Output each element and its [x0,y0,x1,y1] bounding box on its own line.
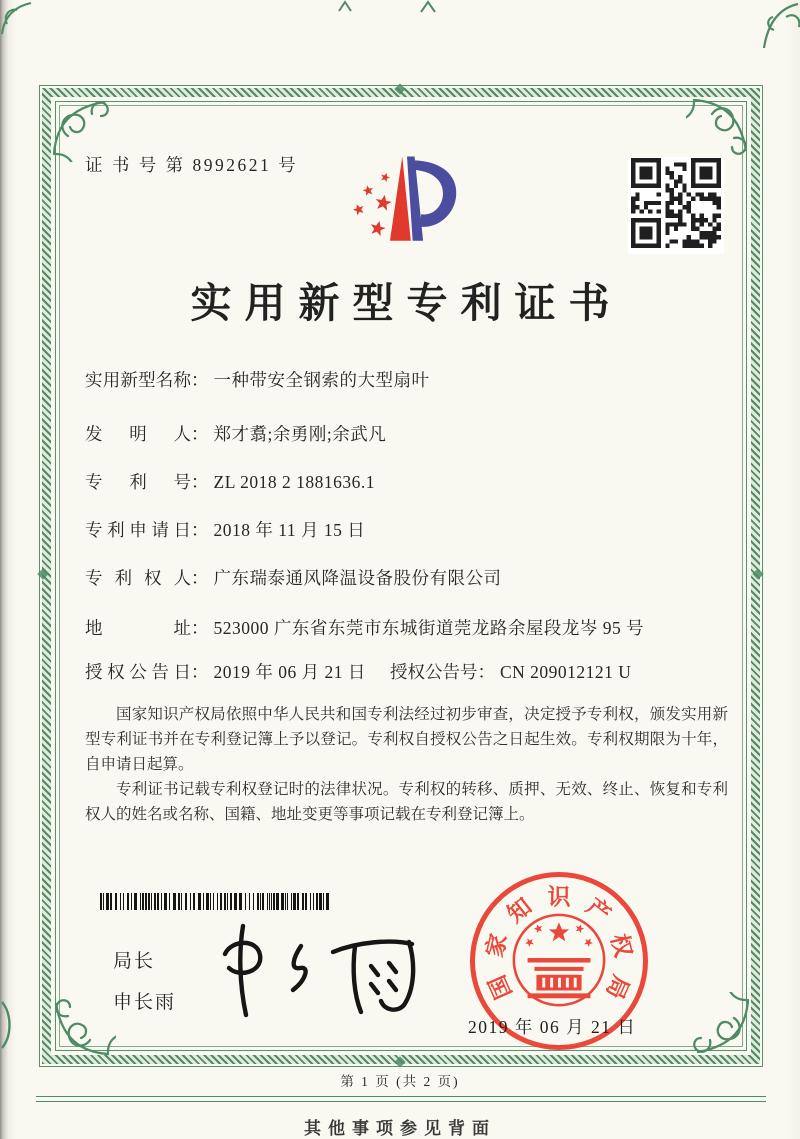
inventors: 郑才翥;余勇刚;余武凡 [213,424,387,444]
grant-number: CN 209012121 U [500,662,632,682]
field-colon: ： [191,424,209,444]
field-row [85,518,745,542]
field-label: 专利权人 [85,568,191,588]
scan-fragment [0,0,38,36]
legal-text [85,702,728,827]
handwritten-signature-icon [205,910,435,1020]
field-label: 授权公告日 [85,662,191,682]
field-label: 发明人 [85,424,191,444]
field-colon: ： [191,472,209,492]
seal-date: 2019 年 06 月 21 日 [468,1017,637,1037]
underlying-page-edge [36,1096,766,1102]
border-ornament [394,1056,405,1067]
utility-model-name: 一种带安全钢索的大型扇叶 [213,370,430,390]
patentee: 广东瑞泰通风降温设备股份有限公司 [213,568,502,588]
field-row [85,470,745,494]
scan-fragment [0,1000,14,1050]
application-date: 2018 年 11 月 15 日 [213,520,366,540]
address: 523000 广东省东莞市东城街道莞龙路余屋段龙岑 95 号 [213,618,645,638]
legal-paragraph-2: 专利证书记载专利权登记时的法律状况。专利权的转移、质押、无效、终止、恢复和专利权人的姓名或名称、国籍、地址变更等事项记载在专利登记簿上。 [85,781,728,823]
page-footer: 第 1 页 (共 2 页) [340,1074,460,1089]
field-label: 专利号 [85,472,191,492]
field-label: 实用新型名称 [85,370,191,390]
back-side-note: 其他事项参见背面 [304,1119,496,1138]
qr-code [628,157,724,254]
corner-flourish-icon [686,992,756,1062]
scan-fragment [338,0,352,12]
border-ornament [37,568,48,579]
national-emblem-icon [509,907,609,1015]
border-ornament [394,83,405,94]
qr-code-pattern [629,158,723,248]
border-ornament [752,568,763,579]
signer-block [113,946,176,1014]
field-row [85,422,745,446]
official-seal: 国 家 知 识 产 权 局 [470,872,648,1050]
signer-title: 局长 [113,951,156,972]
field-label: 地址 [85,618,191,638]
field-colon: ： [477,662,495,682]
certificate-title: 实用新型专利证书 [190,280,623,326]
scan-fragment [420,0,436,13]
field-colon: ： [191,662,209,682]
field-colon: ： [191,520,209,540]
field-row [85,368,745,392]
field-label: 授权公告号 [390,662,478,682]
corner-flourish-icon [46,992,116,1062]
corner-flourish-icon [686,92,756,162]
certificate-number: 证 书 号 第 8992621 号 [85,155,299,175]
field-label: 专利申请日 [85,520,191,540]
signer-name: 申长雨 [113,992,177,1013]
cnipa-logo-icon [336,148,478,254]
barcode-pattern [100,893,333,910]
field-colon: ： [191,568,209,588]
field-colon: ： [191,370,209,390]
scan-fragment [752,0,800,52]
field-row [85,616,745,640]
field-colon: ： [191,618,209,638]
grant-date: 2019 年 06 月 21 日 [213,662,366,682]
field-row-grant [85,660,745,684]
grant-number-pair [390,660,631,684]
legal-paragraph-1: 国家知识产权局依照中华人民共和国专利法经过初步审查，决定授予专利权，颁发实用新型专利证书并在专利登记簿上予以登记。专利权自授权公告之日起生效。专利权期限为十年，自申请日起算。 [85,706,728,773]
field-row [85,566,745,590]
patent-number: ZL 2018 2 1881636.1 [213,472,375,492]
